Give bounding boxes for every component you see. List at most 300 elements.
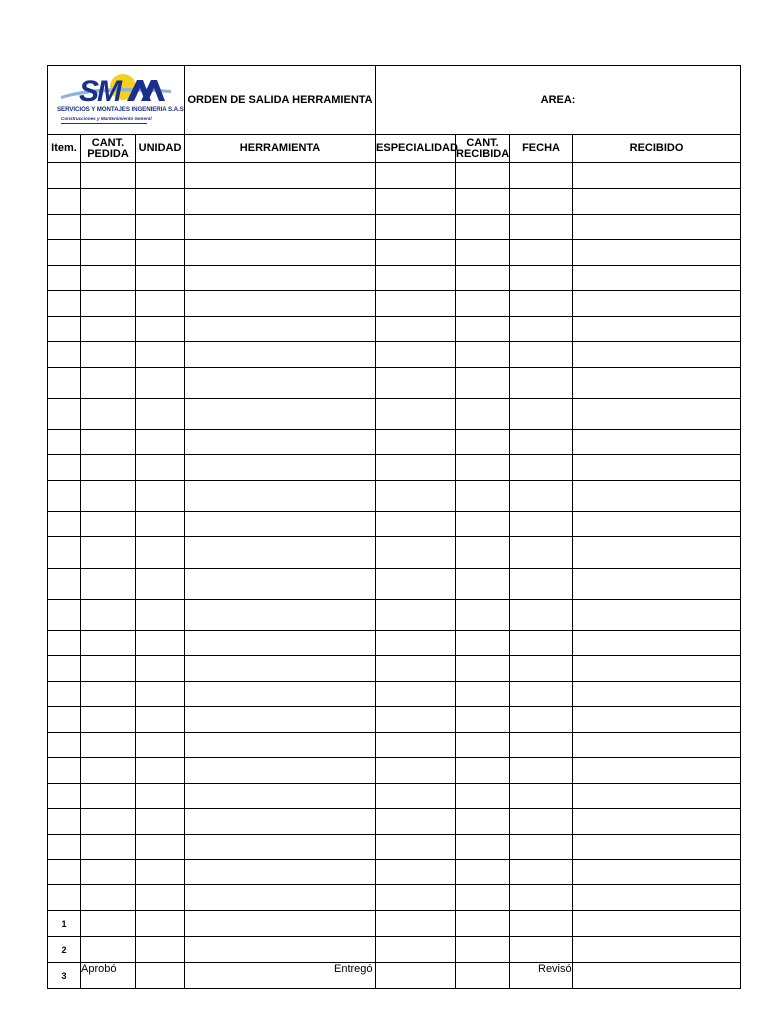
cell-herramienta[interactable]: [185, 512, 376, 537]
cell-recibido[interactable]: [573, 266, 741, 291]
cell-cant-pedida[interactable]: [81, 600, 136, 631]
area-field[interactable]: AREA:: [376, 66, 741, 135]
cell-item: [48, 600, 81, 631]
table-row: [48, 569, 741, 600]
cell-herramienta[interactable]: [185, 733, 376, 758]
cell-fecha[interactable]: [510, 911, 573, 937]
table-row: [48, 860, 741, 885]
table-row: [48, 809, 741, 835]
cell-recibido[interactable]: [573, 835, 741, 860]
col-header-cant-recibida: CANT. RECIBIDA: [456, 135, 510, 163]
cell-recibido[interactable]: [573, 342, 741, 368]
cell-unidad[interactable]: [136, 266, 185, 291]
cell-fecha[interactable]: [510, 631, 573, 656]
table-row: [48, 707, 741, 733]
cell-unidad[interactable]: [136, 342, 185, 368]
cell-unidad[interactable]: [136, 707, 185, 733]
col-header-item: Item.: [48, 135, 81, 163]
cell-recibido[interactable]: [573, 569, 741, 600]
col-header-especialidad: ESPECIALIDAD: [376, 135, 456, 163]
cell-cant-recibida[interactable]: [456, 455, 510, 481]
cell-cant-pedida[interactable]: [81, 189, 136, 215]
cell-item: 1: [48, 911, 81, 937]
cell-unidad[interactable]: [136, 317, 185, 342]
table-row: [48, 600, 741, 631]
col-header-unidad: UNIDAD: [136, 135, 185, 163]
table-row: [48, 911, 741, 937]
cell-cant-recibida[interactable]: [456, 430, 510, 455]
cell-fecha[interactable]: [510, 569, 573, 600]
cell-herramienta[interactable]: [185, 266, 376, 291]
company-logo: [57, 70, 184, 132]
table-row: [48, 656, 741, 682]
cell-fecha[interactable]: [510, 682, 573, 707]
cell-especialidad[interactable]: [376, 963, 456, 989]
cell-fecha[interactable]: [510, 784, 573, 809]
cell-recibido[interactable]: [573, 809, 741, 835]
cell-especialidad[interactable]: [376, 399, 456, 430]
cell-unidad[interactable]: [136, 163, 185, 189]
cell-cant-recibida[interactable]: [456, 600, 510, 631]
cell-recibido[interactable]: [573, 430, 741, 455]
cell-item: [48, 656, 81, 682]
cell-fecha[interactable]: [510, 835, 573, 860]
cell-item: [48, 809, 81, 835]
cell-cant-pedida[interactable]: [81, 240, 136, 266]
cell-item: [48, 430, 81, 455]
cell-cant-recibida[interactable]: [456, 784, 510, 809]
cell-fecha[interactable]: [510, 733, 573, 758]
tool-order-form: [47, 65, 740, 989]
cell-fecha[interactable]: [510, 707, 573, 733]
cell-item: [48, 682, 81, 707]
table-row: [48, 215, 741, 240]
cell-item: [48, 758, 81, 784]
cell-cant-pedida[interactable]: [81, 860, 136, 885]
cell-especialidad[interactable]: [376, 368, 456, 399]
cell-unidad[interactable]: [136, 809, 185, 835]
cell-cant-recibida[interactable]: [456, 569, 510, 600]
cell-item: [48, 784, 81, 809]
cell-cant-recibida[interactable]: [456, 631, 510, 656]
cell-especialidad[interactable]: [376, 163, 456, 189]
cell-cant-pedida[interactable]: [81, 707, 136, 733]
table-row: [48, 733, 741, 758]
cell-recibido[interactable]: [573, 911, 741, 937]
cell-especialidad[interactable]: [376, 809, 456, 835]
table-row: [48, 631, 741, 656]
cell-cant-pedida[interactable]: [81, 631, 136, 656]
cell-especialidad[interactable]: [376, 758, 456, 784]
cell-unidad[interactable]: [136, 784, 185, 809]
table-row: [48, 342, 741, 368]
cell-recibido[interactable]: [573, 631, 741, 656]
cell-unidad[interactable]: [136, 835, 185, 860]
cell-item: [48, 569, 81, 600]
cell-herramienta[interactable]: [185, 707, 376, 733]
col-header-recibido: RECIBIDO: [573, 135, 741, 163]
cell-herramienta[interactable]: [185, 809, 376, 835]
col-header-herramienta: HERRAMIENTA: [185, 135, 376, 163]
cell-cant-pedida[interactable]: [81, 911, 136, 937]
cell-especialidad[interactable]: [376, 600, 456, 631]
cell-fecha[interactable]: [510, 240, 573, 266]
cell-recibido[interactable]: [573, 215, 741, 240]
cell-cant-pedida[interactable]: [81, 569, 136, 600]
cell-cant-pedida[interactable]: [81, 758, 136, 784]
cell-item: [48, 537, 81, 569]
cell-item: [48, 317, 81, 342]
cell-fecha[interactable]: [510, 656, 573, 682]
cell-cant-recibida[interactable]: [456, 163, 510, 189]
table-row: [48, 368, 741, 399]
footer-entrego: Entregó: [334, 963, 373, 975]
logo-tagline: Construcciones y Mantenimiento General: [61, 116, 152, 121]
cell-especialidad[interactable]: [376, 707, 456, 733]
cell-cant-pedida[interactable]: [81, 656, 136, 682]
cell-fecha[interactable]: [510, 342, 573, 368]
cell-especialidad[interactable]: [376, 937, 456, 963]
cell-herramienta[interactable]: [185, 860, 376, 885]
cell-especialidad[interactable]: [376, 537, 456, 569]
cell-cant-recibida[interactable]: [456, 682, 510, 707]
cell-cant-recibida[interactable]: [456, 537, 510, 569]
cell-cant-pedida[interactable]: [81, 481, 136, 512]
cell-especialidad[interactable]: [376, 455, 456, 481]
cell-recibido[interactable]: [573, 963, 741, 989]
cell-recibido[interactable]: [573, 733, 741, 758]
cell-recibido[interactable]: [573, 317, 741, 342]
cell-recibido[interactable]: [573, 682, 741, 707]
cell-cant-recibida[interactable]: [456, 481, 510, 512]
cell-cant-recibida[interactable]: [456, 885, 510, 911]
cell-especialidad[interactable]: [376, 240, 456, 266]
cell-herramienta[interactable]: [185, 163, 376, 189]
table-row: [48, 399, 741, 430]
cell-item: [48, 455, 81, 481]
cell-cant-pedida[interactable]: [81, 835, 136, 860]
cell-unidad[interactable]: [136, 733, 185, 758]
cell-herramienta[interactable]: [185, 600, 376, 631]
table-body: [48, 163, 741, 989]
cell-fecha[interactable]: [510, 758, 573, 784]
cell-herramienta[interactable]: [185, 455, 376, 481]
cell-unidad[interactable]: [136, 656, 185, 682]
cell-recibido[interactable]: [573, 291, 741, 317]
cell-unidad[interactable]: [136, 512, 185, 537]
cell-cant-pedida[interactable]: [81, 784, 136, 809]
cell-recibido[interactable]: [573, 163, 741, 189]
cell-especialidad[interactable]: [376, 569, 456, 600]
cell-item: [48, 512, 81, 537]
cell-fecha[interactable]: [510, 455, 573, 481]
cell-item: [48, 163, 81, 189]
cell-herramienta[interactable]: [185, 885, 376, 911]
form-table: [47, 65, 741, 989]
cell-especialidad[interactable]: [376, 430, 456, 455]
cell-especialidad[interactable]: [376, 215, 456, 240]
table-row: [48, 291, 741, 317]
cell-fecha[interactable]: [510, 291, 573, 317]
cell-recibido[interactable]: [573, 860, 741, 885]
cell-cant-recibida[interactable]: [456, 342, 510, 368]
cell-especialidad[interactable]: [376, 189, 456, 215]
cell-herramienta[interactable]: [185, 569, 376, 600]
cell-cant-pedida[interactable]: [81, 399, 136, 430]
cell-herramienta[interactable]: [185, 481, 376, 512]
cell-especialidad[interactable]: [376, 291, 456, 317]
cell-recibido[interactable]: [573, 537, 741, 569]
cell-cant-recibida[interactable]: [456, 215, 510, 240]
logo-underline: [61, 123, 147, 124]
cell-cant-pedida[interactable]: [81, 215, 136, 240]
cell-item: [48, 342, 81, 368]
cell-herramienta[interactable]: [185, 911, 376, 937]
cell-especialidad[interactable]: [376, 266, 456, 291]
cell-cant-recibida[interactable]: [456, 758, 510, 784]
cell-fecha[interactable]: [510, 430, 573, 455]
cell-fecha[interactable]: [510, 512, 573, 537]
cell-recibido[interactable]: [573, 481, 741, 512]
cell-herramienta[interactable]: [185, 656, 376, 682]
cell-unidad[interactable]: [136, 600, 185, 631]
cell-cant-pedida[interactable]: [81, 163, 136, 189]
cell-fecha[interactable]: [510, 189, 573, 215]
cell-recibido[interactable]: [573, 240, 741, 266]
footer-reviso: Revisó: [538, 963, 572, 975]
cell-cant-pedida[interactable]: [81, 809, 136, 835]
cell-cant-pedida[interactable]: [81, 512, 136, 537]
cell-cant-pedida[interactable]: [81, 266, 136, 291]
cell-item: 3: [48, 963, 81, 989]
cell-item: 2: [48, 937, 81, 963]
cell-herramienta[interactable]: [185, 215, 376, 240]
col-header-fecha: FECHA: [510, 135, 573, 163]
cell-cant-pedida[interactable]: [81, 317, 136, 342]
cell-unidad[interactable]: [136, 911, 185, 937]
table-row: [48, 758, 741, 784]
cell-especialidad[interactable]: [376, 911, 456, 937]
cell-fecha[interactable]: [510, 399, 573, 430]
cell-fecha[interactable]: [510, 266, 573, 291]
svg-text:SM: SM: [79, 75, 121, 108]
cell-fecha[interactable]: [510, 885, 573, 911]
cell-cant-pedida[interactable]: [81, 342, 136, 368]
cell-herramienta[interactable]: [185, 399, 376, 430]
cell-especialidad[interactable]: [376, 512, 456, 537]
table-row: [48, 537, 741, 569]
order-title: ORDEN DE SALIDA HERRAMIENTA: [185, 66, 376, 135]
cell-especialidad[interactable]: [376, 656, 456, 682]
cell-item: [48, 399, 81, 430]
cell-herramienta[interactable]: [185, 189, 376, 215]
cell-cant-pedida[interactable]: [81, 430, 136, 455]
cell-unidad[interactable]: [136, 430, 185, 455]
cell-unidad[interactable]: [136, 291, 185, 317]
cell-herramienta[interactable]: [185, 342, 376, 368]
footer-aprobo: Aprobó: [81, 963, 117, 975]
cell-especialidad[interactable]: [376, 631, 456, 656]
cell-recibido[interactable]: [573, 707, 741, 733]
cell-unidad[interactable]: [136, 240, 185, 266]
cell-cant-recibida[interactable]: [456, 291, 510, 317]
cell-herramienta[interactable]: [185, 835, 376, 860]
cell-item: [48, 707, 81, 733]
cell-recibido[interactable]: [573, 189, 741, 215]
table-row: [48, 266, 741, 291]
cell-item: [48, 481, 81, 512]
cell-cant-pedida[interactable]: [81, 368, 136, 399]
cell-cant-pedida[interactable]: [81, 537, 136, 569]
cell-item: [48, 240, 81, 266]
cell-herramienta[interactable]: [185, 537, 376, 569]
col-header-cant-pedida: CANT. PEDIDA: [81, 135, 136, 163]
cell-item: [48, 860, 81, 885]
cell-recibido[interactable]: [573, 512, 741, 537]
header-row: [48, 66, 741, 135]
cell-unidad[interactable]: [136, 885, 185, 911]
cell-fecha[interactable]: [510, 600, 573, 631]
cell-recibido[interactable]: [573, 600, 741, 631]
cell-item: [48, 266, 81, 291]
cell-cant-recibida[interactable]: [456, 240, 510, 266]
cell-cant-recibida[interactable]: [456, 368, 510, 399]
cell-cant-pedida[interactable]: [81, 885, 136, 911]
cell-especialidad[interactable]: [376, 342, 456, 368]
cell-cant-recibida[interactable]: [456, 707, 510, 733]
table-row: [48, 512, 741, 537]
cell-item: [48, 885, 81, 911]
cell-recibido[interactable]: [573, 885, 741, 911]
cell-herramienta[interactable]: [185, 784, 376, 809]
table-row: [48, 784, 741, 809]
cell-herramienta[interactable]: [185, 430, 376, 455]
cell-especialidad[interactable]: [376, 860, 456, 885]
cell-herramienta[interactable]: [185, 631, 376, 656]
cell-item: [48, 291, 81, 317]
cell-herramienta[interactable]: [185, 937, 376, 963]
cell-cant-recibida[interactable]: [456, 860, 510, 885]
cell-recibido[interactable]: [573, 656, 741, 682]
cell-especialidad[interactable]: [376, 317, 456, 342]
cell-fecha[interactable]: [510, 537, 573, 569]
table-row: [48, 163, 741, 189]
table-row: [48, 317, 741, 342]
logo-company-name: SERVICIOS Y MONTAJES INGENIERIA S.A.S: [57, 106, 184, 113]
cell-herramienta[interactable]: [185, 368, 376, 399]
cell-fecha[interactable]: [510, 937, 573, 963]
cell-cant-recibida[interactable]: [456, 963, 510, 989]
cell-cant-recibida[interactable]: [456, 189, 510, 215]
cell-unidad[interactable]: [136, 189, 185, 215]
cell-unidad[interactable]: [136, 682, 185, 707]
cell-item: [48, 835, 81, 860]
cell-especialidad[interactable]: [376, 733, 456, 758]
cell-cant-recibida[interactable]: [456, 733, 510, 758]
cell-cant-recibida[interactable]: [456, 835, 510, 860]
table-row: [48, 481, 741, 512]
cell-fecha[interactable]: [510, 215, 573, 240]
cell-cant-pedida[interactable]: [81, 455, 136, 481]
cell-fecha[interactable]: [510, 860, 573, 885]
cell-cant-recibida[interactable]: [456, 512, 510, 537]
cell-cant-pedida[interactable]: [81, 291, 136, 317]
table-row: [48, 885, 741, 911]
table-row: [48, 430, 741, 455]
cell-unidad[interactable]: [136, 399, 185, 430]
cell-herramienta[interactable]: [185, 291, 376, 317]
cell-recibido[interactable]: [573, 758, 741, 784]
cell-fecha[interactable]: [510, 163, 573, 189]
cell-fecha[interactable]: [510, 481, 573, 512]
logo-cell: [48, 66, 185, 135]
cell-recibido[interactable]: [573, 455, 741, 481]
cell-especialidad[interactable]: [376, 682, 456, 707]
cell-cant-recibida[interactable]: [456, 809, 510, 835]
cell-fecha[interactable]: [510, 317, 573, 342]
cell-unidad[interactable]: [136, 481, 185, 512]
cell-herramienta[interactable]: [185, 240, 376, 266]
table-row: [48, 240, 741, 266]
cell-unidad[interactable]: [136, 215, 185, 240]
cell-especialidad[interactable]: [376, 835, 456, 860]
cell-cant-recibida[interactable]: [456, 911, 510, 937]
cell-recibido[interactable]: [573, 937, 741, 963]
cell-unidad[interactable]: [136, 860, 185, 885]
cell-unidad[interactable]: [136, 937, 185, 963]
cell-especialidad[interactable]: [376, 885, 456, 911]
cell-item: [48, 733, 81, 758]
cell-herramienta[interactable]: [185, 682, 376, 707]
cell-item: [48, 368, 81, 399]
cell-fecha[interactable]: [510, 809, 573, 835]
cell-unidad[interactable]: [136, 537, 185, 569]
cell-cant-recibida[interactable]: [456, 317, 510, 342]
cell-fecha[interactable]: [510, 368, 573, 399]
cell-herramienta[interactable]: [185, 758, 376, 784]
cell-unidad[interactable]: [136, 631, 185, 656]
cell-cant-recibida[interactable]: [456, 399, 510, 430]
table-row: [48, 189, 741, 215]
cell-recibido[interactable]: [573, 784, 741, 809]
table-row: [48, 682, 741, 707]
cell-herramienta[interactable]: [185, 317, 376, 342]
cell-unidad[interactable]: [136, 758, 185, 784]
cell-unidad[interactable]: [136, 368, 185, 399]
column-header-row: [48, 135, 741, 163]
cell-cant-recibida[interactable]: [456, 266, 510, 291]
table-row: [48, 937, 741, 963]
cell-item: [48, 631, 81, 656]
cell-especialidad[interactable]: [376, 784, 456, 809]
cell-cant-pedida[interactable]: [81, 937, 136, 963]
cell-recibido[interactable]: [573, 399, 741, 430]
table-row: [48, 963, 741, 989]
cell-unidad[interactable]: [136, 569, 185, 600]
cell-unidad[interactable]: [136, 455, 185, 481]
cell-item: [48, 215, 81, 240]
table-row: [48, 835, 741, 860]
cell-unidad[interactable]: [136, 963, 185, 989]
cell-cant-recibida[interactable]: [456, 937, 510, 963]
table-row: [48, 455, 741, 481]
cell-cant-pedida[interactable]: [81, 733, 136, 758]
cell-item: [48, 189, 81, 215]
cell-recibido[interactable]: [573, 368, 741, 399]
cell-cant-pedida[interactable]: [81, 682, 136, 707]
cell-cant-recibida[interactable]: [456, 656, 510, 682]
cell-especialidad[interactable]: [376, 481, 456, 512]
